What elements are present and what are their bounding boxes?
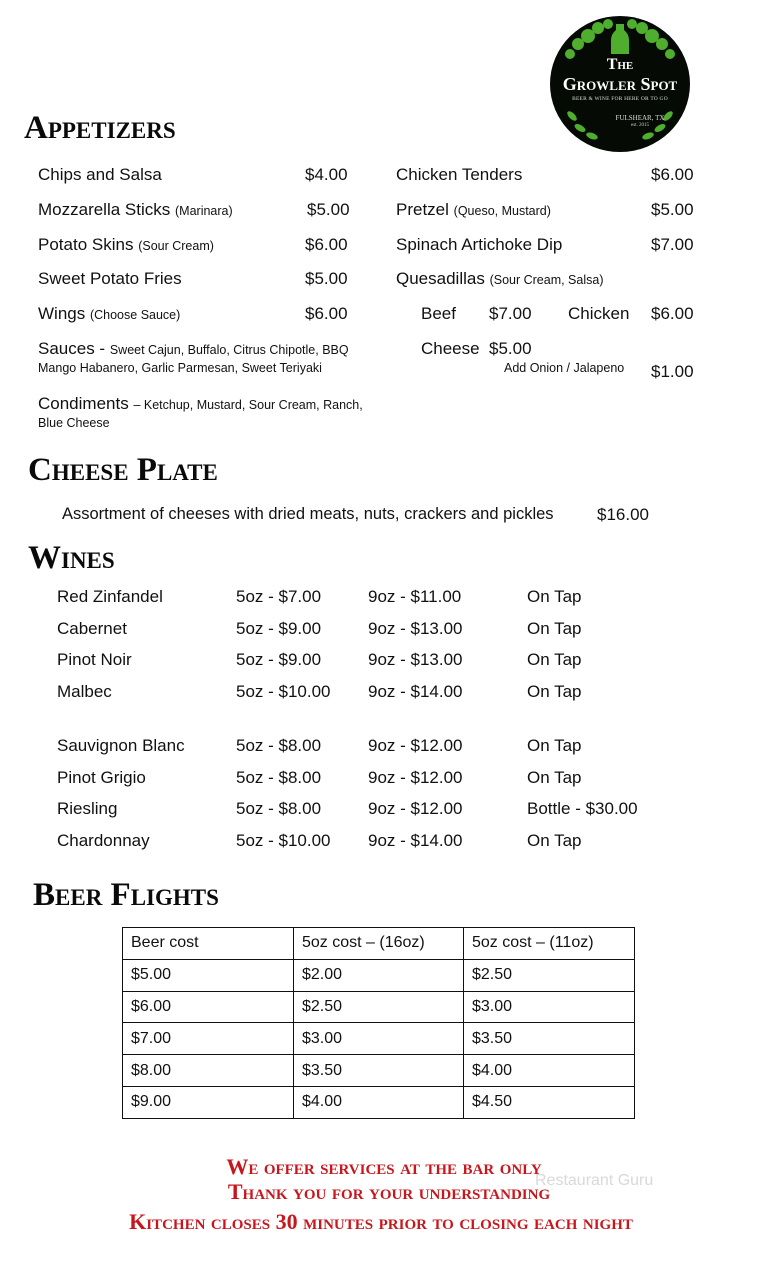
quesadilla-beef-price: $7.00 xyxy=(489,304,532,323)
table-cell: $4.00 xyxy=(294,1086,464,1118)
wines-heading: Wines xyxy=(28,540,115,576)
wine-serving: On Tap xyxy=(527,619,582,638)
table-cell: $3.00 xyxy=(294,1023,464,1055)
wine-9oz-price: 9oz - $14.00 xyxy=(368,682,463,701)
table-cell: $3.00 xyxy=(464,991,635,1023)
table-row xyxy=(123,1086,635,1118)
wine-serving: Bottle - $30.00 xyxy=(527,799,638,818)
quesadilla-cheese-label: Cheese xyxy=(421,339,480,358)
sauces-list: Sauces - Sweet Cajun, Buffalo, Citrus Chipotle, BBQ xyxy=(38,339,349,358)
wine-name: Cabernet xyxy=(57,619,127,638)
table-cell: $8.00 xyxy=(123,1055,294,1087)
cheese-plate-description: Assortment of cheeses with dried meats, nuts, crackers and pickles xyxy=(62,505,554,523)
table-cell: $2.50 xyxy=(464,959,635,991)
wine-name: Malbec xyxy=(57,682,112,701)
appetizers-heading: Appetizers xyxy=(24,110,176,146)
beer-flights-heading: Beer Flights xyxy=(33,877,219,913)
wine-5oz-price: 5oz - $10.00 xyxy=(236,831,331,850)
addon-label: Add Onion / Jalapeno xyxy=(504,361,625,375)
wine-5oz-price: 5oz - $9.00 xyxy=(236,619,322,638)
wine-9oz-price: 9oz - $11.00 xyxy=(368,587,462,606)
logo-est: est. 2015 xyxy=(630,123,650,128)
condiments-list: Condiments – Ketchup, Mustard, Sour Cream, Ranch, xyxy=(38,394,363,413)
wine-5oz-price: 5oz - $7.00 xyxy=(236,587,322,606)
table-row xyxy=(123,991,635,1023)
wine-9oz-price: 9oz - $13.00 xyxy=(368,650,463,669)
table-cell: $2.00 xyxy=(294,959,464,991)
wine-name: Chardonnay xyxy=(57,831,150,850)
table-row xyxy=(123,1055,635,1087)
column-header: 5oz cost – (16oz) xyxy=(294,928,464,960)
table-cell: $2.50 xyxy=(294,991,464,1023)
table-cell: $5.00 xyxy=(123,959,294,991)
table-cell: $6.00 xyxy=(123,991,294,1023)
menu-price: $5.00 xyxy=(305,269,348,288)
column-header: 5oz cost – (11oz) xyxy=(464,928,635,960)
cheese-plate-heading: Cheese Plate xyxy=(28,452,218,488)
notice-bar-only: We offer services at the bar only xyxy=(226,1154,542,1179)
wine-9oz-price: 9oz - $14.00 xyxy=(368,831,463,850)
column-header: Beer cost xyxy=(123,928,294,960)
wine-9oz-price: 9oz - $12.00 xyxy=(368,768,463,787)
menu-item: Potato Skins (Sour Cream) xyxy=(38,235,214,254)
menu-item: Spinach Artichoke Dip xyxy=(396,235,563,254)
wine-serving: On Tap xyxy=(527,736,582,755)
wine-9oz-price: 9oz - $12.00 xyxy=(368,736,463,755)
table-cell: $7.00 xyxy=(123,1023,294,1055)
cheese-plate-price: $16.00 xyxy=(597,505,649,524)
logo-line2: Growler Spot xyxy=(562,74,678,94)
wine-name: Riesling xyxy=(57,799,118,818)
table-cell: $9.00 xyxy=(123,1086,294,1118)
menu-price: $5.00 xyxy=(307,200,350,219)
logo-line1: The xyxy=(606,56,634,73)
wine-5oz-price: 5oz - $8.00 xyxy=(236,736,322,755)
quesadilla-cheese-price: $5.00 xyxy=(489,339,532,358)
wine-serving: On Tap xyxy=(527,587,582,606)
menu-item: Pretzel (Queso, Mustard) xyxy=(396,200,551,219)
wine-name: Red Zinfandel xyxy=(57,587,163,606)
table-row xyxy=(123,959,635,991)
wine-name: Pinot Grigio xyxy=(57,768,146,787)
notice-kitchen-closes: Kitchen closes 30 minutes prior to closing each night xyxy=(129,1209,633,1234)
wine-5oz-price: 5oz - $10.00 xyxy=(236,682,331,701)
wine-5oz-price: 5oz - $8.00 xyxy=(236,799,322,818)
growler-spot-logo xyxy=(550,16,690,152)
wine-5oz-price: 5oz - $9.00 xyxy=(236,650,322,669)
wine-name: Pinot Noir xyxy=(57,650,132,669)
wine-serving: On Tap xyxy=(527,768,582,787)
logo-tagline: BEER & WINE FOR HERE OR TO GO xyxy=(572,96,668,102)
quesadilla-chicken-label: Chicken xyxy=(568,304,630,323)
table-cell: $4.00 xyxy=(464,1055,635,1087)
sauces-list-line2: Mango Habanero, Garlic Parmesan, Sweet Teriyaki xyxy=(38,361,322,375)
menu-item: Sweet Potato Fries xyxy=(38,269,182,288)
quesadilla-chicken-price: $6.00 xyxy=(651,304,694,323)
menu-item: Mozzarella Sticks (Marinara) xyxy=(38,200,233,219)
notice-thank-you: Thank you for your understanding xyxy=(227,1179,551,1204)
table-cell: $3.50 xyxy=(464,1023,635,1055)
logo-location: FULSHEAR, TX xyxy=(615,114,665,122)
watermark: Restaurant Guru xyxy=(535,1172,654,1189)
table-cell: $4.50 xyxy=(464,1086,635,1118)
wine-5oz-price: 5oz - $8.00 xyxy=(236,768,322,787)
menu-price: $6.00 xyxy=(651,165,694,184)
menu-price: $6.00 xyxy=(305,235,348,254)
wine-serving: On Tap xyxy=(527,682,582,701)
condiments-list-line2: Blue Cheese xyxy=(38,416,110,430)
wine-9oz-price: 9oz - $12.00 xyxy=(368,799,463,818)
quesadilla-beef-label: Beef xyxy=(421,304,456,323)
table-cell: $3.50 xyxy=(294,1055,464,1087)
addon-price: $1.00 xyxy=(651,362,694,381)
table-header-row xyxy=(123,928,635,960)
menu-price: $7.00 xyxy=(651,235,694,254)
wine-serving: On Tap xyxy=(527,831,582,850)
wine-serving: On Tap xyxy=(527,650,582,669)
wine-9oz-price: 9oz - $13.00 xyxy=(368,619,463,638)
menu-item: Quesadillas (Sour Cream, Salsa) xyxy=(396,269,604,288)
menu-item: Chips and Salsa xyxy=(38,165,162,184)
menu-price: $6.00 xyxy=(305,304,348,323)
wine-name: Sauvignon Blanc xyxy=(57,736,185,755)
table-row xyxy=(123,1023,635,1055)
menu-item: Chicken Tenders xyxy=(396,165,523,184)
menu-item: Wings (Choose Sauce) xyxy=(38,304,181,323)
beer-flights-table xyxy=(122,927,635,1119)
menu-price: $5.00 xyxy=(651,200,694,219)
menu-price: $4.00 xyxy=(305,165,348,184)
